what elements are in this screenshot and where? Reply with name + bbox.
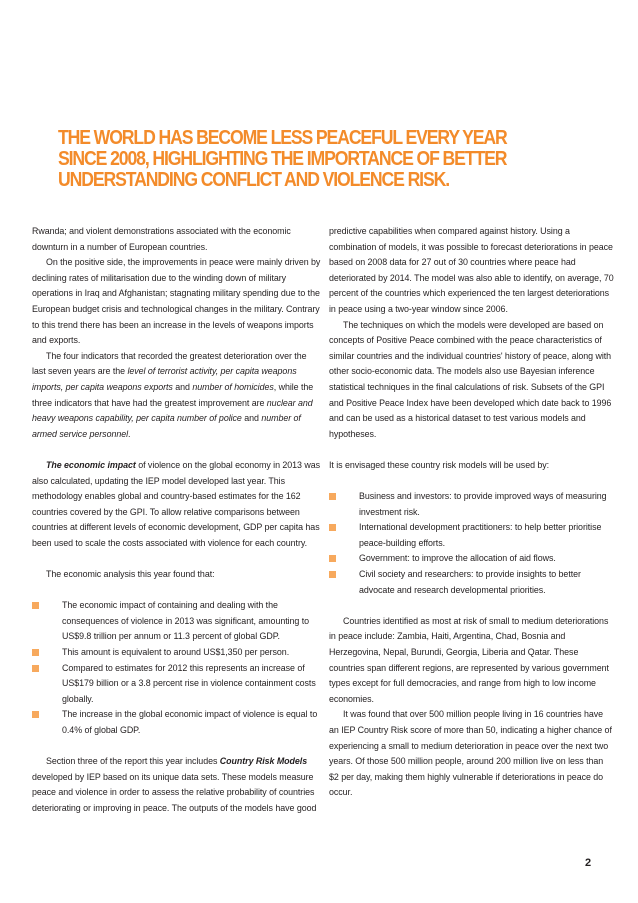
- list-item: Business and investors: to provide improved ways of measuring investment risk.: [329, 489, 615, 520]
- list-item: This amount is equivalent to around US$1,350 per person.: [32, 645, 322, 661]
- spacer: [32, 583, 322, 599]
- list-item: Civil society and researchers: to provide insights to better advocate and research developmental priorities.: [329, 567, 615, 598]
- emphasis: The economic impact: [46, 459, 136, 470]
- paragraph: The techniques on which the models were developed are based on concepts of Positive Peace combined with the peace characteristics of similar countries and the individual countries' history of peace, along with other socio-economic data. The models also use Bayesian inference statistical techniques in the final calculations of risk. Subsets of the GPI and Positive Peace Index have been developed which date back to 1996 and can be used as a historical dataset to test various models and hypotheses.: [329, 319, 612, 439]
- bullet-list: [329, 489, 615, 598]
- right-column: [329, 224, 615, 801]
- bullet-list: [32, 598, 322, 738]
- paragraph: predictive capabilities when compared against history. Using a combination of models, it was possible to forecast deteriorations in peace based on 2008 data for 27 out of 30 countries where peace had deteriorated by 2014. The model was also able to identify, on average, 70 percent of the countries which experienced the ten largest deteriorations in peace using a two-year window since 2006.: [329, 226, 614, 314]
- list-item: The increase in the global economic impact of violence is equal to 0.4% of global GDP.: [32, 707, 322, 738]
- list-item: International development practitioners: to help better prioritise peace-building efforts.: [329, 520, 615, 551]
- emphasis: Country Risk Models: [219, 756, 308, 767]
- paragraph: Countries identified as most at risk of small to medium deteriorations in peace include: Zambia, Haiti, Argentina, Chad, Bosnia and Herzegovina, Nepal, Burundi, Georgia, Liberia and Qatar. These countries span different regions, are represented by various government types except for full democracies, and range from high to low income economies.: [329, 615, 609, 704]
- spacer: [329, 474, 615, 490]
- paragraph: Rwanda; and violent demonstrations associated with the economic downturn in a number of European countries.: [32, 226, 291, 252]
- headline-line-2: SINCE 2008, HIGHLIGHTING THE IMPORTANCE OF BETTER: [58, 147, 507, 170]
- text-run: The four indicators that recorded the greatest deterioration over the last seven years are the: [32, 350, 307, 377]
- spacer: [329, 442, 615, 458]
- paragraph: [32, 754, 322, 816]
- headline-line-1: THE WORLD HAS BECOME LESS PEACEFUL EVERY YEAR: [58, 126, 507, 149]
- headline: [58, 127, 522, 190]
- list-item: The economic impact of containing and dealing with the consequences of violence in 2013 was significant, amounting to US$9.8 trillion per annum or 11.3 percent of global GDP.: [32, 598, 322, 645]
- headline-line-3: UNDERSTANDING CONFLICT AND VIOLENCE RISK.: [58, 168, 450, 191]
- text-run: .: [128, 428, 131, 439]
- paragraph: On the positive side, the improvements in peace were mainly driven by declining rates of militarisation due to the winding down of military operations in Iraq and Afghanistan; stagnating military spending due to the European budget crisis and technological changes in the military. Contrary to this trend there has been an increase in the levels of weapons imports and exports.: [32, 257, 321, 346]
- list-item: Government: to improve the allocation of aid flows.: [329, 551, 615, 567]
- paragraph: It was found that over 500 million people living in 16 countries have an IEP Country Risk score of more than 50, indicating a higher chance of experiencing a small to medium deterioration in peace over the next two years. Of those 500 million people, around 200 million live on less than $2 per day, making them highly vulnerable if deteriorations in peace do occur.: [329, 709, 612, 798]
- text-run: , while the three indicators that have had the greatest improvement are: [32, 381, 314, 408]
- text-run: of violence on the global economy in 2013 was also calculated, updating the IEP model developed last year. This methodology enables global and country-based estimates for the 162 countries covered by the GPI. To allow relative comparisons between countries at different levels of economic development, GDP per capita has been used to scale the costs associated with violence for each country.: [32, 459, 320, 548]
- indicator-names: level of terrorist activity, per capita weapons imports, per capita weapons exports: [32, 366, 297, 392]
- spacer: [32, 551, 322, 567]
- indicator-names: number of homicides: [192, 381, 274, 392]
- indicator-names: nuclear and heavy weapons capability, per capita number of police: [32, 397, 313, 424]
- spacer: [32, 739, 322, 755]
- paragraph: [32, 458, 322, 552]
- spacer: [32, 442, 322, 458]
- text-run: and: [241, 413, 262, 424]
- text-run: developed by IEP based on its unique data sets. These models measure peace and violence in order to assess the relative probability of countries deteriorating or improving in peace. The outputs of the models have good: [32, 771, 317, 813]
- spacer: [329, 598, 615, 614]
- text-run: Section three of the report this year includes: [46, 756, 220, 767]
- paragraph: The economic analysis this year found that:: [46, 569, 215, 580]
- paragraph: It is envisaged these country risk models will be used by:: [329, 459, 550, 470]
- paragraph: [32, 349, 322, 443]
- text-run: and: [172, 381, 193, 392]
- page-number: 2: [585, 857, 592, 869]
- indicator-names: number of armed service personnel: [32, 413, 301, 439]
- list-item: Compared to estimates for 2012 this represents an increase of US$179 billion or a 3.8 percent rise in violence containment costs globally.: [32, 661, 322, 708]
- left-column: [32, 224, 322, 817]
